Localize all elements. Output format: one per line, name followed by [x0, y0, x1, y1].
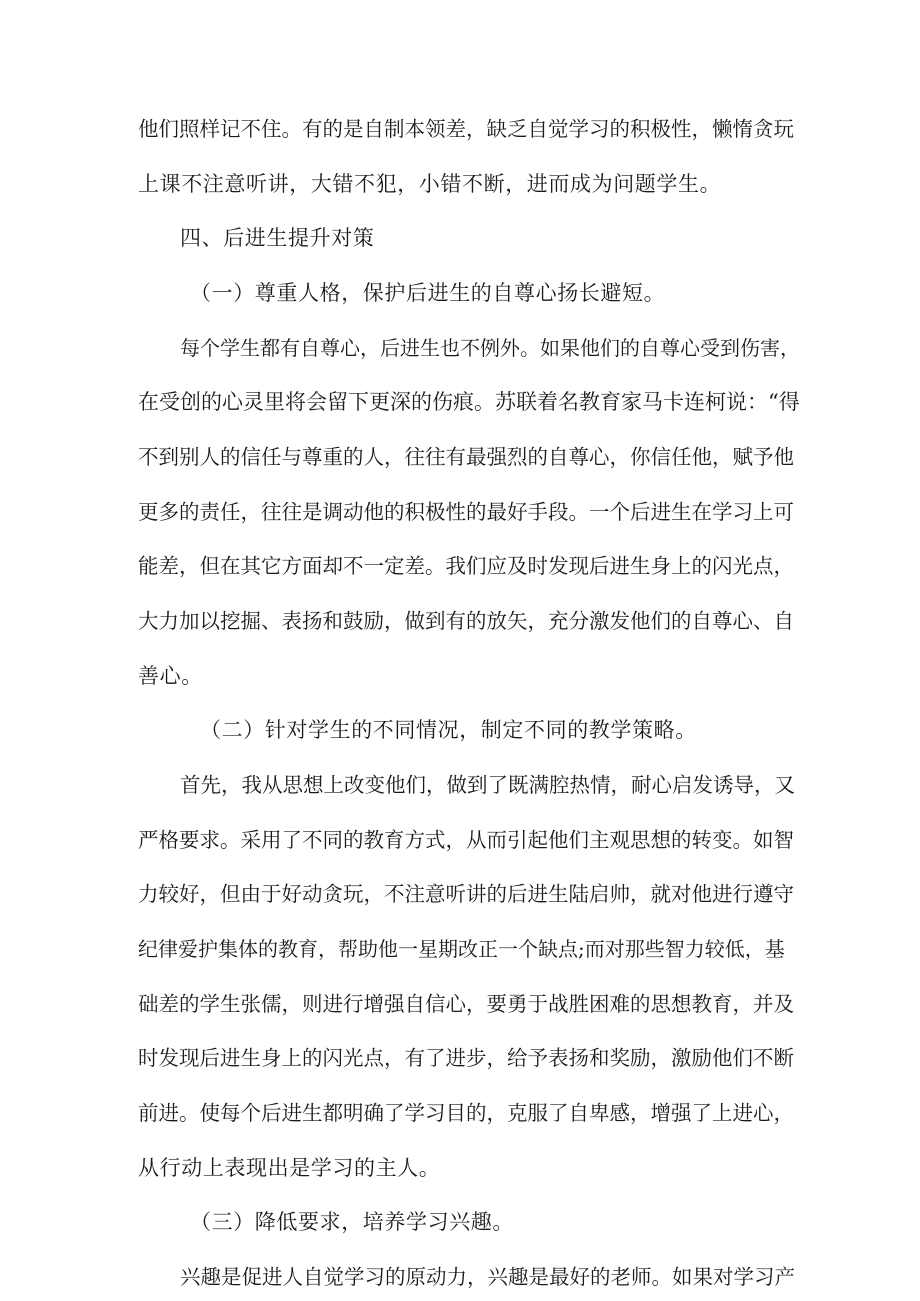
text-line: 兴趣是促进人自觉学习的原动力，兴趣是最好的老师。如果对学习产 [180, 1265, 795, 1289]
section-heading: 四、后进生提升对策 [180, 226, 375, 250]
text-line: 纪律爱护集体的教育，帮助他一星期改正一个缺点;而对那些智力较低，基 [138, 937, 785, 961]
subsection-heading: （三）降低要求，培养学习兴趣。 [190, 1210, 514, 1234]
text-line: 础差的学生张儒，则进行增强自信心，要勇于战胜困难的思想教育，并及 [138, 992, 794, 1016]
text-line: 善心。 [138, 664, 203, 688]
text-line: 从行动上表现出是学习的主人。 [138, 1156, 441, 1180]
text-line: 前进。使每个后进生都明确了学习目的，克服了自卑感，增强了上进心， [138, 1101, 794, 1125]
text-line: 每个学生都有自尊心，后进生也不例外。如果他们的自尊心受到伤害， [180, 336, 800, 360]
text-line: 在受创的心灵里将会留下更深的伤痕。苏联着名教育家马卡连柯说：“得 [138, 390, 800, 414]
subsection-heading: （一）尊重人格，保护后进生的自尊心扬长避短。 [190, 281, 666, 305]
text-line: 更多的责任，往往是调动他的积极性的最好手段。一个后进生在学习上可 [138, 500, 794, 524]
text-line: 力较好，但由于好动贪玩，不注意听讲的后进生陆启帅，就对他进行遵守 [138, 882, 794, 906]
text-line: 大力加以挖掘、表扬和鼓励，做到有的放矢，充分激发他们的自尊心、自 [138, 609, 794, 633]
text-line: 首先，我从思想上改变他们，做到了既满腔热情，耐心启发诱导，又 [180, 773, 795, 797]
text-line: 能差，但在其它方面却不一定差。我们应及时发现后进生身上的闪光点， [138, 554, 794, 578]
subsection-heading: （二）针对学生的不同情况，制定不同的教学策略。 [200, 718, 697, 742]
text-line: 时发现后进生身上的闪光点，有了进步，给予表扬和奖励，激励他们不断 [138, 1046, 794, 1070]
text-line: 不到别人的信任与尊重的人，往往有最强烈的自尊心，你信任他，赋予他 [138, 445, 794, 469]
text-line: 严格要求。采用了不同的教育方式，从而引起他们主观思想的转变。如智 [138, 828, 794, 852]
text-line: 上课不注意听讲，大错不犯，小错不断，进而成为问题学生。 [138, 172, 722, 196]
text-line: 他们照样记不住。有的是自制本领差，缺乏自觉学习的积极性，懒惰贪玩 [138, 117, 794, 141]
